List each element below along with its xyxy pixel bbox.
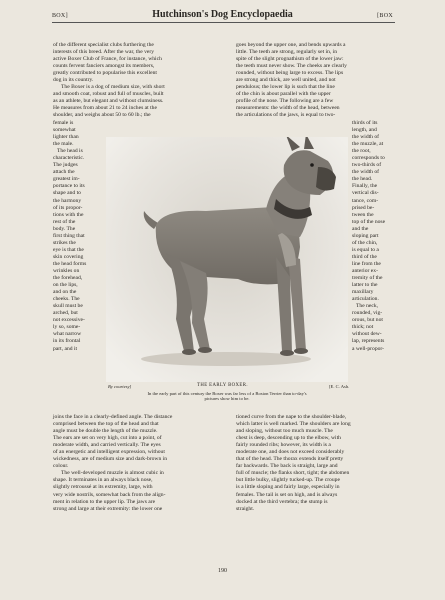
text-line: part, and it [53,345,78,352]
text-line: the male. [53,141,74,148]
text-line: line from the [352,260,381,267]
text-line: corresponds to [352,155,385,162]
text-line: slightly retroussé at its extremity, large, with [53,484,153,491]
left-column-top [53,42,225,120]
text-line: of an energetic and intelligent expression, without [53,449,165,456]
text-line: of its propor- [53,204,83,211]
text-line: The ears are set on very high, cut into a point, of [53,435,162,442]
photo-credit-left: By courtesy] [108,384,132,389]
text-line: rounded, without being large to excess. The lips [236,70,344,77]
text-line: the width of [352,169,380,176]
text-line: latter to the [352,282,378,289]
text-line: without dew- [352,331,382,338]
text-line: is equal to a [352,246,379,253]
boxer-photograph [106,137,348,382]
text-line: vertical dis- [352,190,379,197]
text-line: very wide nostrils, somewhat back from the align- [53,491,166,498]
text-line: thirds of its [352,120,378,126]
text-line: strong and large at their extremity: the lower one [53,505,163,512]
text-line: tance, com- [352,197,379,204]
text-line: profile of the nose. The following are a few [236,98,334,105]
text-line: third of the [352,253,377,260]
text-line: and the [352,225,369,232]
text-line: of the chin, [352,239,378,246]
page-title: Hutchinson's Dog Encyclopaedia [152,9,293,20]
text-line: The neck, [356,303,379,310]
page-number: 190 [218,568,227,574]
text-line: greatly contributed to popularise this excellent [53,70,157,77]
text-line: on the lips, [53,282,78,289]
text-line: the forehead, [53,275,83,282]
text-line: He measures from about 21 to 24 inches at the [53,105,157,112]
text-line: strikes the [53,239,76,246]
text-line: rest of the [53,218,76,225]
right-column-bottom [236,414,402,513]
text-line: little. The teeth are strong, regularly set in, in [236,49,338,56]
text-line: the head. [352,176,373,183]
text-line: attach the [53,169,75,176]
text-line: active Boxer Club of France, for instance, which [53,56,162,63]
text-line: dog in its country. [53,77,94,84]
header-rule [52,22,395,23]
text-line: The head is [57,148,83,155]
text-line: the articulations of the jaws, is equal to two- [236,112,336,119]
text-line: body. The [53,225,76,232]
text-line: interests of this breed. After the war, the very [53,49,155,56]
text-line: docked at the third vertebra; the stump is [236,498,328,505]
text-line: joins the face in a clearly-defined angle. The distance [53,414,173,420]
text-line: wickedness, are of medium size and dark-brown in [53,456,168,463]
text-line: The Boxer is a dog of medium size, with short [61,84,165,91]
left-column-narrow [53,120,101,353]
text-line: the harmony [53,197,82,204]
text-line: rounded, vig- [352,310,383,317]
subcaption-line: In the early part of this century the Boxer was far less of a Boston Terrier than to-day's [147,391,307,396]
text-line: eye is that the [53,246,84,253]
text-line: length, and [352,127,377,134]
boxer-dog-illustration [106,137,348,382]
text-line: sloping part [352,232,379,239]
text-line: orous, but not [352,317,383,324]
text-line: two-thirds of [352,162,382,169]
text-line: arched, but [53,310,78,317]
text-line: thick; not [352,324,374,331]
text-line: spite of the slight prognathism of the lower jaw: [236,56,344,63]
text-line: far backwards. The back is straight, large and [236,463,338,470]
photo-subcaption [108,391,346,401]
text-line: but little bulky, slightly tucked-up. The croupe [236,477,340,484]
text-line: that of the head. The thorax extends itself pretty [236,456,344,463]
text-line: and sloping, without too much muscle. The [236,428,333,435]
text-line: of the chin is about parallel with the upper [236,91,331,98]
text-line: the root, [352,148,371,155]
text-line: females. The tail is set on high, and is always [236,491,338,498]
photo-caption-title: THE EARLY BOXER. [197,383,248,388]
text-line: cheeks. The [53,296,80,303]
text-line: comprised between the top of the head and that [53,421,159,428]
text-line: counts fervent fanciers amongst its members, [53,63,155,70]
text-line: shape and to [53,190,81,197]
photo-credit-right: [E. C. Ash. [329,384,350,389]
text-line: articulation. [352,296,379,303]
text-line: greatest im- [53,176,80,183]
text-line: prised be- [352,204,375,211]
text-line: of the different specialist clubs furthering the [53,42,154,48]
text-line: moderate one, and does not exceed considerably [236,449,345,456]
text-line: maxillary [352,289,374,296]
text-line: straight. [236,505,255,512]
text-line: tremity of the [352,275,383,282]
text-line: The well-developed muzzle is almost cubic in [61,470,164,477]
text-line: somewhat [53,127,76,134]
text-line: which latter is well marked. The shoulders are long [236,421,351,428]
text-line: lap, represents [352,338,385,345]
text-line: are strong and thick, are well united, and not [236,77,336,84]
text-line: not excessive- [53,317,85,324]
text-line: the width of [352,134,380,141]
text-line: a well-propor- [352,345,385,352]
text-line: tions with the [53,211,84,218]
text-line: as an athlete, but elegant and without clumsiness. [53,98,164,105]
right-column-narrow [352,120,402,353]
text-line: what narrow [53,331,82,338]
text-line: characteristic. [53,155,85,162]
text-line: Finally, the [352,183,378,190]
text-line: female is [53,120,74,126]
text-line: top of the nose [352,218,386,225]
text-line: is a little sloping and fairly large, especially in [236,484,340,491]
text-line: ment in relation to the upper lip. The jaws are [53,498,156,505]
text-line: in its frontal [53,338,81,345]
right-column-top [236,42,402,120]
text-line: tioned curve from the nape to the shoulder-blade, [236,414,347,420]
text-line: skin covering [53,253,84,260]
running-head-right: [BOX [377,13,393,19]
text-line: angle must be double the length of the muzzle. [53,428,158,435]
text-line: lighter than [53,134,79,141]
text-line: chest is deep, descending up to the elbow, with [236,435,341,442]
subcaption-line: pictures show him to be. [204,396,250,401]
text-line: fairly rounded ribs; however, its width is a [236,442,331,449]
text-line: first thing that [53,232,85,239]
text-line: and smooth coat, robust and full of muscles, built [53,91,164,98]
text-line: goes beyond the upper one, and bends upwards a [236,42,346,48]
text-line: the head forms [53,260,87,267]
text-line: wrinkles on [53,267,80,274]
text-line: measurements: the width of the head, between [236,105,340,112]
text-line: and on the [53,289,77,296]
text-line: tween the [352,211,374,218]
text-line: anterior ex- [352,267,378,274]
left-column-bottom [53,414,225,513]
text-line: shoulder, and weighs about 50 to 60 lb.; the [53,112,151,119]
text-line: the teeth must never show. The cheeks are clearly [236,63,347,70]
text-line: The judges [53,162,78,169]
text-line: portance to its [53,183,85,190]
text-line: moderate width, and carried vertically. The eyes [53,442,161,449]
text-line: ly so, some- [53,324,81,331]
text-line: pendulous; the lower lip is such that the line [236,84,335,91]
text-line: the muzzle, at [352,141,384,148]
text-line: skull must be [53,303,83,310]
running-head-left: BOX] [52,13,68,19]
text-line: shape. It terminates in an always black nose, [53,477,153,484]
text-line: colour. [53,463,69,470]
text-line: full of muscle; the flanks short, tight; the abdomen [236,470,350,477]
